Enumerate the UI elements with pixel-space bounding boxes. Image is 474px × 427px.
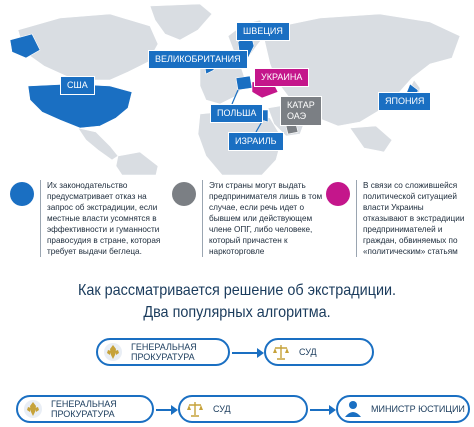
flow1-court-box (264, 338, 374, 366)
section-title-line2: Два популярных алгоритма. (143, 304, 331, 321)
section-title-line1: Как рассматривается решение об экстрадиции. (77, 282, 397, 299)
country-tag-poland: ПОЛЬША (210, 104, 263, 123)
country-tag-japan: ЯПОНИЯ (378, 92, 431, 111)
se-asia-shape (350, 126, 392, 152)
scales-icon (185, 399, 205, 419)
country-tag-sweden: ШВЕЦИЯ (236, 22, 290, 41)
legend-item-gray (172, 180, 326, 257)
central-america-shape (78, 128, 118, 160)
country-tag-ukraine: УКРАИНА (254, 68, 309, 87)
flow2-arrow-2 (310, 409, 334, 411)
flow1-prosecutor-box (96, 338, 230, 366)
flow2-justice-minister-box (336, 395, 470, 423)
legend-item-magenta (326, 180, 470, 257)
world-map (0, 0, 474, 175)
country-tag-qatar-uae: КАТАР ОАЭ (280, 96, 322, 126)
emblem-icon (23, 399, 43, 419)
emblem-icon (103, 342, 123, 362)
flow1-court-label: СУД (299, 347, 317, 357)
flow2-justice-minister-label: МИНИСТР ЮСТИЦИИ (371, 404, 465, 414)
flow2-prosecutor-label: ГЕНЕРАЛЬНАЯ ПРОКУРАТУРА (51, 399, 117, 419)
country-tag-israel: ИЗРАИЛЬ (228, 132, 284, 151)
poland-shape (236, 76, 252, 90)
magenta-dot-icon (326, 182, 350, 206)
canada-shape (18, 14, 158, 80)
legend-text-blue: Их законодательство предусматривает отказ на запрос об экстрадиции, если местные власти усомнятся в эффективности и гуманности правосудия в стране, которая требует выдачи беглеца. (40, 180, 172, 257)
person-icon (343, 399, 363, 419)
flow2-prosecutor-box (16, 395, 154, 423)
gray-dot-icon (172, 182, 196, 206)
flow2-arrow-1 (156, 409, 176, 411)
legend-text-magenta: В связи со сложившейся политической ситуацией власти Украины отказывают в экстрадиции предпринимателей и граждан, обвиняемых по «политическим» статьям (356, 180, 470, 257)
scales-icon (271, 342, 291, 362)
flow2-court-label: СУД (213, 404, 231, 414)
country-tag-usa: США (60, 76, 95, 95)
blue-dot-icon (10, 182, 34, 206)
flow2-court-box (178, 395, 308, 423)
legend-item-blue (10, 180, 172, 257)
country-tag-uk: ВЕЛИКОБРИТАНИЯ (148, 50, 248, 69)
greenland-shape (150, 4, 212, 40)
flow1-arrow (232, 352, 262, 354)
flow1-prosecutor-label: ГЕНЕРАЛЬНАЯ ПРОКУРАТУРА (131, 342, 197, 362)
legend-text-gray: Эти страны могут выдать предпринимателя лишь в том случае, если речь идет о бывшем или действующем члене ОПГ, либо человеке, который причастен к наркоторговле (202, 180, 326, 257)
south-america-shape (116, 152, 158, 175)
